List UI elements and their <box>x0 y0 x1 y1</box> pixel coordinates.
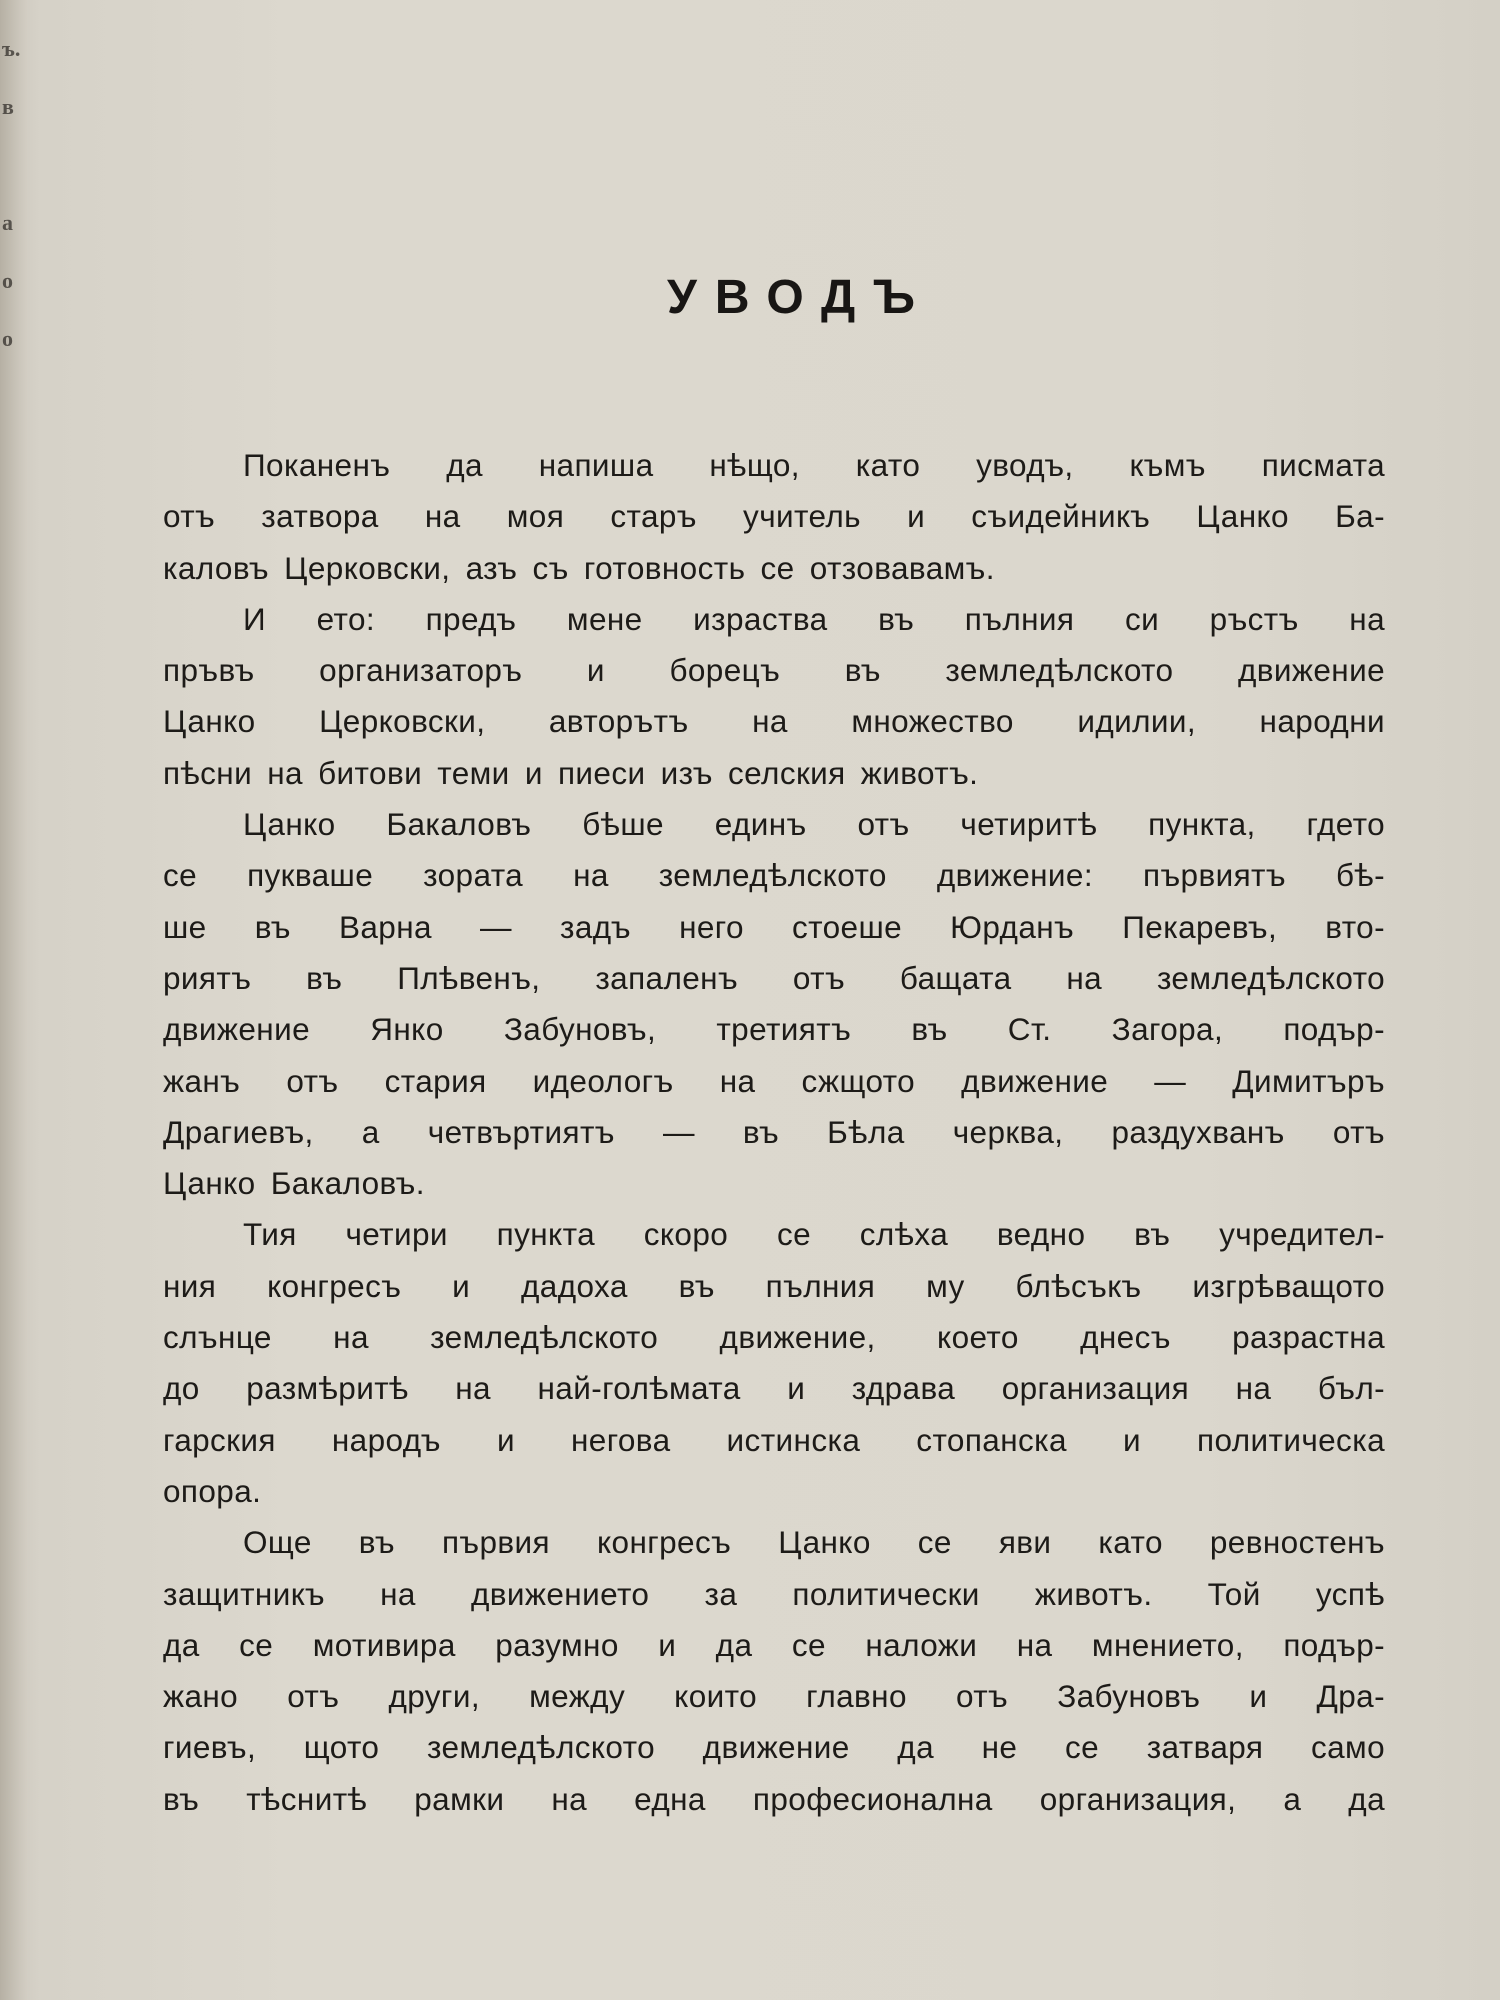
paragraph-5 <box>163 1517 1385 1825</box>
text-line: жанъ отъ стария идеологъ на сжщото движение — Димитъръ <box>163 1062 1385 1099</box>
text-line: ше въ Варна — задъ него стоеше Юрданъ Пекаревъ, вто- <box>163 908 1385 945</box>
text-line: отъ затвора на моя старъ учитель и съидейникъ Цанко Ба- <box>163 498 1385 535</box>
text-line: се пукваше зората на земледѣлското движение: първиятъ бѣ- <box>163 857 1385 894</box>
text-line: защитникъ на движението за политически животъ. Той успѣ <box>163 1575 1385 1612</box>
text-line: каловъ Церковски, азъ съ готовность се отзовавамъ. <box>163 549 995 586</box>
text-line: да се мотивира разумно и да се наложи на мнението, подър- <box>163 1626 1385 1663</box>
facing-page-text-fragments: ъ. в а о о <box>2 36 21 351</box>
text-line: Още въ първия конгресъ Цанко се яви като ревностенъ <box>243 1524 1385 1561</box>
text-line: опора. <box>163 1472 262 1509</box>
paragraph-2 <box>163 594 1385 799</box>
text-line: Цанко Церковски, авторътъ на множество идилии, народни <box>163 703 1385 740</box>
text-line: Цанко Бакаловъ. <box>163 1165 425 1202</box>
paragraph-1 <box>163 440 1385 594</box>
text-line: ния конгресъ и дадоха въ пълния му блѣсъкъ изгрѣващото <box>163 1267 1385 1304</box>
text-line: Драгиевъ, а четвъртиятъ — въ Бѣла черква, раздухванъ отъ <box>163 1113 1385 1150</box>
text-line: движение Янко Забуновъ, третиятъ въ Ст. Загора, подър- <box>163 1011 1385 1048</box>
text-line: Поканенъ да напиша нѣщо, като уводъ, къмъ писмата <box>243 447 1385 483</box>
paragraph-3 <box>163 799 1385 1209</box>
text-line: до размѣритѣ на най-голѣмата и здрава организация на бъл- <box>163 1370 1385 1407</box>
text-line: гиевъ, щото земледѣлското движение да не се затваря само <box>163 1729 1385 1766</box>
text-line: И ето: предъ мене израства въ пълния си ръстъ на <box>243 600 1385 637</box>
text-line: Цанко Бакаловъ бѣше единъ отъ четиритѣ пункта, гдето <box>243 806 1385 843</box>
text-line: Тия четири пункта скоро се слѣха ведно въ учредител- <box>243 1216 1385 1253</box>
text-line: риятъ въ Плѣвенъ, запаленъ отъ бащата на земледѣлското <box>163 959 1385 996</box>
paragraph-4 <box>163 1209 1385 1517</box>
body-text <box>163 440 1385 1825</box>
text-line: пѣсни на битови теми и пиеси изъ селския животъ. <box>163 754 979 791</box>
text-line: въ тѣснитѣ рамки на една професионална организация, а да <box>163 1780 1385 1817</box>
chapter-title: УВОДЪ <box>667 271 933 324</box>
text-line: пръвъ организаторъ и борецъ въ земледѣлското движение <box>163 652 1385 689</box>
text-line: гарския народъ и негова истинска стопанска и политическа <box>163 1421 1385 1458</box>
text-line: слънце на земледѣлското движение, което днесъ разрастна <box>163 1319 1385 1356</box>
text-line: жано отъ други, между които главно отъ Забуновъ и Дра- <box>163 1678 1385 1715</box>
